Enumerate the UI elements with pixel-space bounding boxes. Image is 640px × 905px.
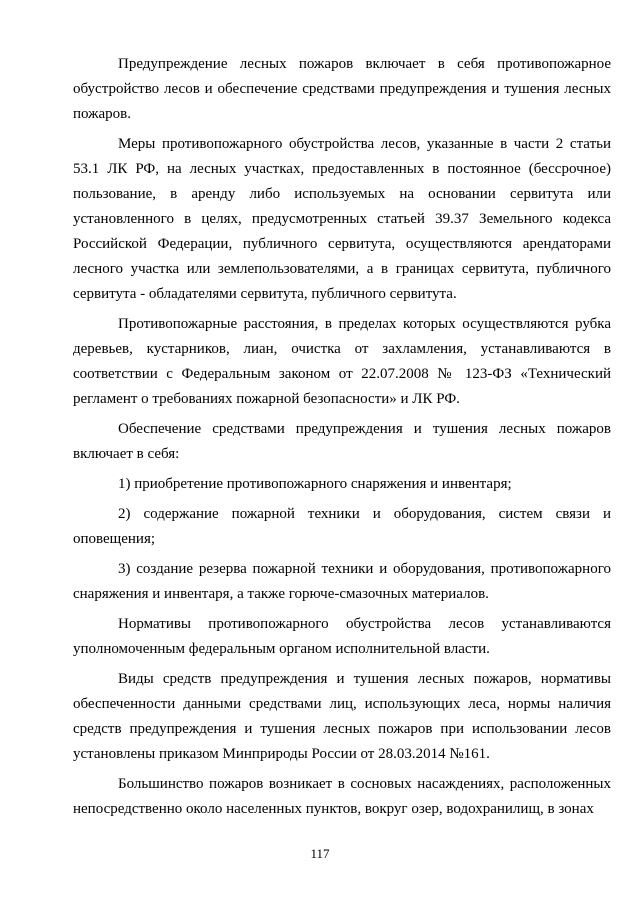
paragraph-fire-prevention: Предупреждение лесных пожаров включает в себя противопожарное обустройство лесов и обеспечение средствами предупреждения и тушения лесных пожаров. [73, 56, 611, 122]
list-item-3: 3) создание резерва пожарной техники и оборудования, противопожарного снаряжения и инвентаря, а также горюче-смазочных материалов. [73, 561, 611, 602]
paragraph-norms: Нормативы противопожарного обустройства лесов устанавливаются уполномоченным федеральным органом исполнительной власти. [73, 616, 611, 657]
paragraph-fire-measures: Меры противопожарного обустройства лесов, указанные в части 2 статьи 53.1 ЛК РФ, на лесных участках, предоставленных в постоянное (бессрочное) пользование, в аренду либо используемых на основании сервитута или установленного в целях, предусмотренных статьей 39.37 Земельного кодекса Российской Федерации, публичного сервитута, осуществляются арендаторами лесного участка или землепользователями, а в границах сервитута, публичного сервитута - обладателями сервитута, публичного сервитута. [73, 136, 611, 302]
paragraph-types-of-means: Виды средств предупреждения и тушения лесных пожаров, нормативы обеспеченности данными средствами лиц, использующих леса, нормы наличия средств предупреждения и тушения лесных пожаров при использовании лесов установлены приказом Минприроды России от 28.03.2014 №161. [73, 671, 611, 762]
list-item-1: 1) приобретение противопожарного снаряжения и инвентаря; [118, 476, 512, 492]
paragraph-fire-distances: Противопожарные расстояния, в пределах которых осуществляются рубка деревьев, кустарников, лиан, очистка от захламления, устанавливаются в соответствии с Федеральным законом от 22.07.2008 № 123-ФЗ «Технический регламент о требованиях пожарной безопасности» и ЛК РФ. [73, 316, 611, 407]
page-number: 117 [310, 846, 330, 861]
document-body [73, 52, 611, 827]
paragraph-pine-stands: Большинство пожаров возникает в сосновых насаждениях, расположенных непосредственно около населенных пунктов, вокруг озер, водохранилищ, в зонах [73, 776, 611, 817]
paragraph-provision-intro: Обеспечение средствами предупреждения и тушения лесных пожаров включает в себя: [73, 421, 611, 462]
list-item-2: 2) содержание пожарной техники и оборудования, систем связи и оповещения; [73, 506, 611, 547]
